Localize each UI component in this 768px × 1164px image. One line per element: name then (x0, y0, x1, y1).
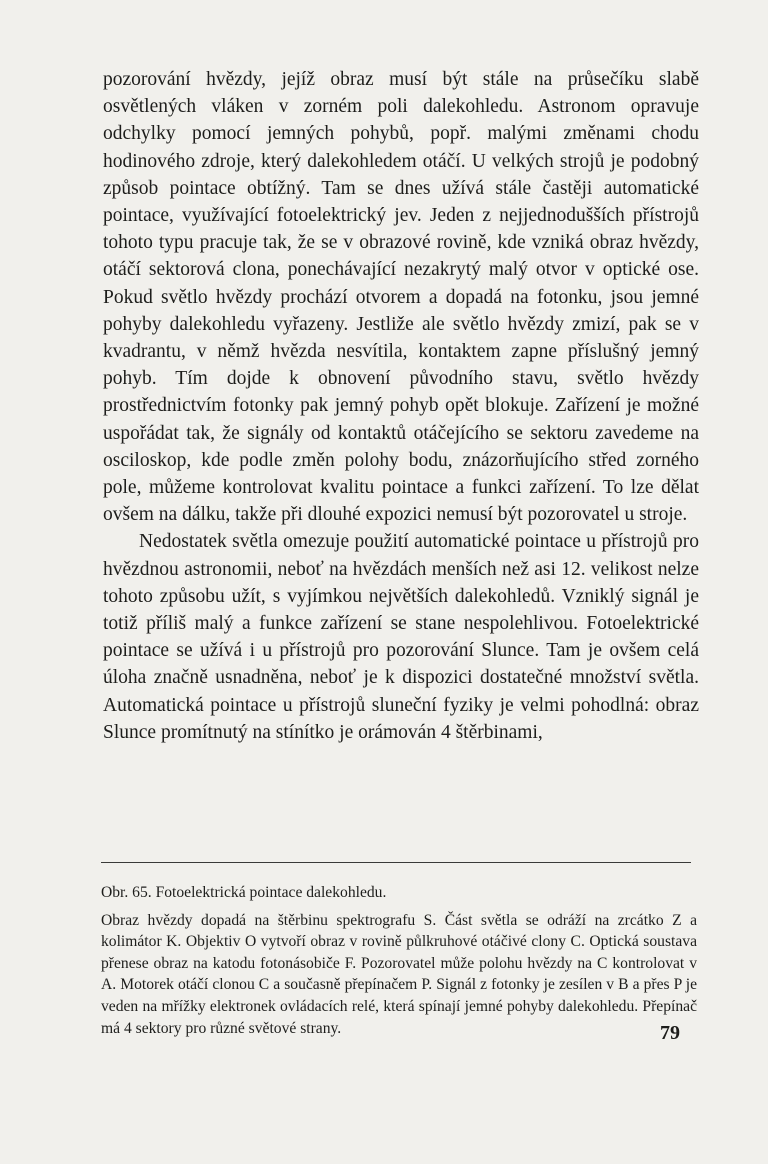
caption-title: Obr. 65. Fotoelektrická pointace dalekohledu. (101, 884, 387, 901)
paragraph-2: Nedostatek světla omezuje použití automatické pointace u přístrojů pro hvězdnou astronomii, neboť na hvězdách menších než asi 12. velikost nelze tohoto způsobu užít, s vyjímkou největších dalekohledů. Vzniklý signál je totiž příliš malý a funkce zařízení se stane nespolehlivou. Fotoelektrické pointace se užívá i u přístrojů pro pozorování Slunce. Tam je ovšem celá úloha značně usnadněna, neboť je k dispozici dostatečné množství světla. Automatická pointace u přístrojů sluneční fyziky je velmi pohodlná: obraz Slunce promítnutý na stínítko je orámován 4 štěrbinami, (103, 531, 699, 743)
footnote-divider (101, 862, 691, 863)
page-number: 79 (660, 1022, 680, 1044)
main-text (103, 66, 699, 746)
figure-caption (101, 882, 697, 1039)
paragraph-1: pozorování hvězdy, jejíž obraz musí být stále na průsečíku slabě osvětlených vláken v zorném poli dalekohledu. Astronom opravuje odchylky pomocí jemných pohybů, popř. malými změnami chodu hodinového zdroje, který dalekohledem otáčí. U velkých strojů je podobný způsob pointace obtížný. Tam se dnes užívá stále častěji automatické pointace, využívající fotoelektrický jev. Jeden z nejjednodušších přístrojů tohoto typu pracuje tak, že se v obrazové rovině, kde vzniká obraz hvězdy, otáčí sektorová clona, ponechávající nezakrytý malý otvor v optické ose. Pokud světlo hvězdy prochází otvorem a dopadá na fotonku, jsou jemné pohyby dalekohledu vyřazeny. Jestliže ale světlo hvězdy zmizí, pak se v kvadrantu, v němž hvězda nesvítila, kontaktem zapne příslušný jemný pohyb. Tím dojde k obnovení původního stavu, světlo hvězdy prostřednictvím fotonky pak jemný pohyb opět blokuje. Zařízení je možné uspořádat tak, že signály od kontaktů otáčejícího se sektoru zavedeme na osciloskop, kde podle změn polohy bodu, znázorňujícího střed zorného pole, můžeme kontrolovat kvalitu pointace a funkci zařízení. To lze dělat ovšem na dálku, takže při dlouhé expozici nemusí být pozorovatel u stroje. (103, 69, 699, 526)
caption-text: Obraz hvězdy dopadá na štěrbinu spektrografu S. Část světla se odráží na zrcátko Z a kolimátor K. Objektiv O vytvoří obraz v rovině půlkruhové otáčivé clony C. Optická soustava přenese obraz na katodu fotonásobiče F. Pozorovatel může polohu hvězdy na C kontrolovat v A. Motorek otáčí clonou C a současně přepínačem P. Signál z fotonky je zesílen v B a přes P je veden na mřížky elektronek ovládacích relé, která spínají jemné pohyby dalekohledu. Přepínač má 4 sektory pro různé světové strany. (101, 911, 697, 1037)
